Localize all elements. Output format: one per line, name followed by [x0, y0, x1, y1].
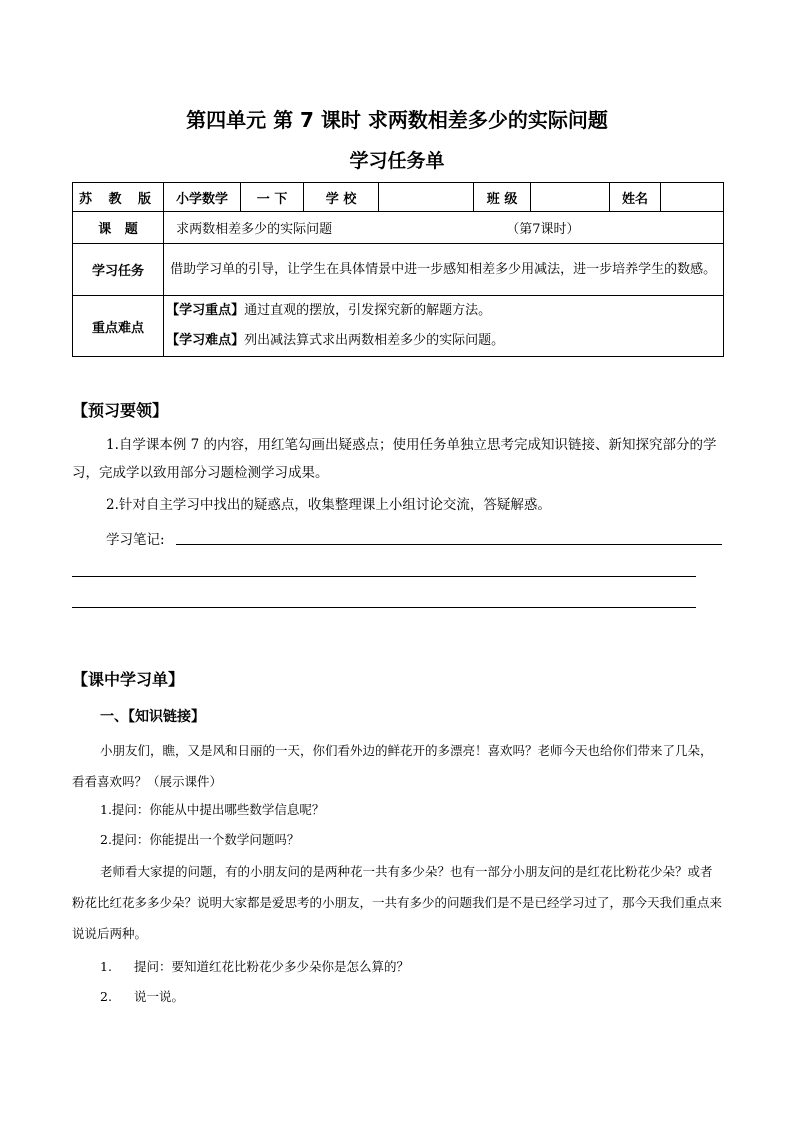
list-item-1-number: 1.	[100, 959, 112, 974]
intro-paragraph: 小朋友们，瞧，又是风和日丽的一天，你们看外边的鲜花开的多漂亮！喜欢吗？老师今天也给你们带来了几朵，看看喜欢吗？（展示课件）	[72, 743, 713, 789]
notes-line-2[interactable]	[72, 576, 696, 577]
list-item-2	[100, 983, 184, 1011]
list-item-1-text: 提问：要知道红花比粉花少多少朵你是怎么算的？	[133, 959, 409, 974]
preview-item-1: 1.自学课本例 7 的内容，用红笔勾画出疑惑点；使用任务单独立思考完成知识链接、新知探究部分的学习，完成学以致用部分习题检测学习成果。	[72, 437, 717, 481]
class-label: 班 级	[474, 183, 531, 212]
subject-cell: 小学数学	[164, 183, 241, 212]
keypoint-cell	[164, 296, 724, 357]
preview-heading: 【预习要领】	[72, 401, 169, 420]
notes-line-1[interactable]	[176, 544, 722, 545]
class-value[interactable]	[531, 183, 610, 212]
list-item-2-text: 说一说。	[133, 989, 184, 1004]
inclass-heading: 【课中学习单】	[72, 670, 185, 689]
question-1: 1.提问：你能从中提出哪些数学信息呢？	[100, 802, 325, 817]
lesson-value: 求两数相差多少的实际问题	[176, 222, 333, 237]
lesson-cell	[164, 212, 724, 244]
difficulty-text: 列出减法算式求出两数相差多少的实际问题。	[244, 333, 505, 348]
name-label: 姓名	[610, 183, 661, 212]
notes-label: 学习笔记:	[106, 532, 165, 548]
preview-item-2: 2.针对自主学习中找出的疑惑点，收集整理课上小组讨论交流，答疑解惑。	[106, 497, 551, 513]
list-item-2-number: 2.	[100, 989, 112, 1004]
list-item-1	[100, 953, 409, 981]
focus-line	[166, 296, 723, 326]
page-subtitle: 学习任务单	[349, 150, 445, 172]
name-value[interactable]	[661, 183, 724, 212]
focus-tag: 【学习重点】	[166, 303, 245, 318]
task-value: 借助学习单的引导，让学生在具体情景中进一步感知相差多少用减法，进一步培养学生的数感。	[164, 244, 724, 296]
lesson-label: 课 题	[73, 212, 164, 244]
school-label: 学 校	[304, 183, 379, 212]
school-value[interactable]	[379, 183, 474, 212]
page-title: 第四单元 第 7 课时 求两数相差多少的实际问题	[186, 108, 608, 132]
discussion-paragraph: 老师看大家提的问题，有的小朋友问的是两种花一共有多少朵？也有一部分小朋友问的是红花比粉花少朵？或者粉花比红花多多少朵？说明大家都是爱思考的小朋友，一共有多少的问题我们是不是已经学习过了，那今天我们重点来说说后两种。	[72, 864, 723, 941]
difficulty-tag: 【学习难点】	[166, 333, 245, 348]
task-label: 学习任务	[73, 244, 164, 296]
info-table	[72, 182, 724, 357]
focus-text: 通过直观的摆放，引发探究新的解题方法。	[244, 303, 492, 318]
question-2: 2.提问：你能提出一个数学问题吗？	[100, 832, 300, 847]
publisher-label: 苏 教 版	[73, 183, 164, 212]
keypoint-label: 重点难点	[73, 296, 164, 357]
difficulty-line	[166, 326, 723, 356]
lesson-period: （第7课时）	[506, 222, 580, 237]
grade-cell: 一 下	[241, 183, 304, 212]
knowledge-link-heading: 一、【知识链接】	[100, 709, 205, 725]
notes-line-3[interactable]	[72, 607, 696, 608]
